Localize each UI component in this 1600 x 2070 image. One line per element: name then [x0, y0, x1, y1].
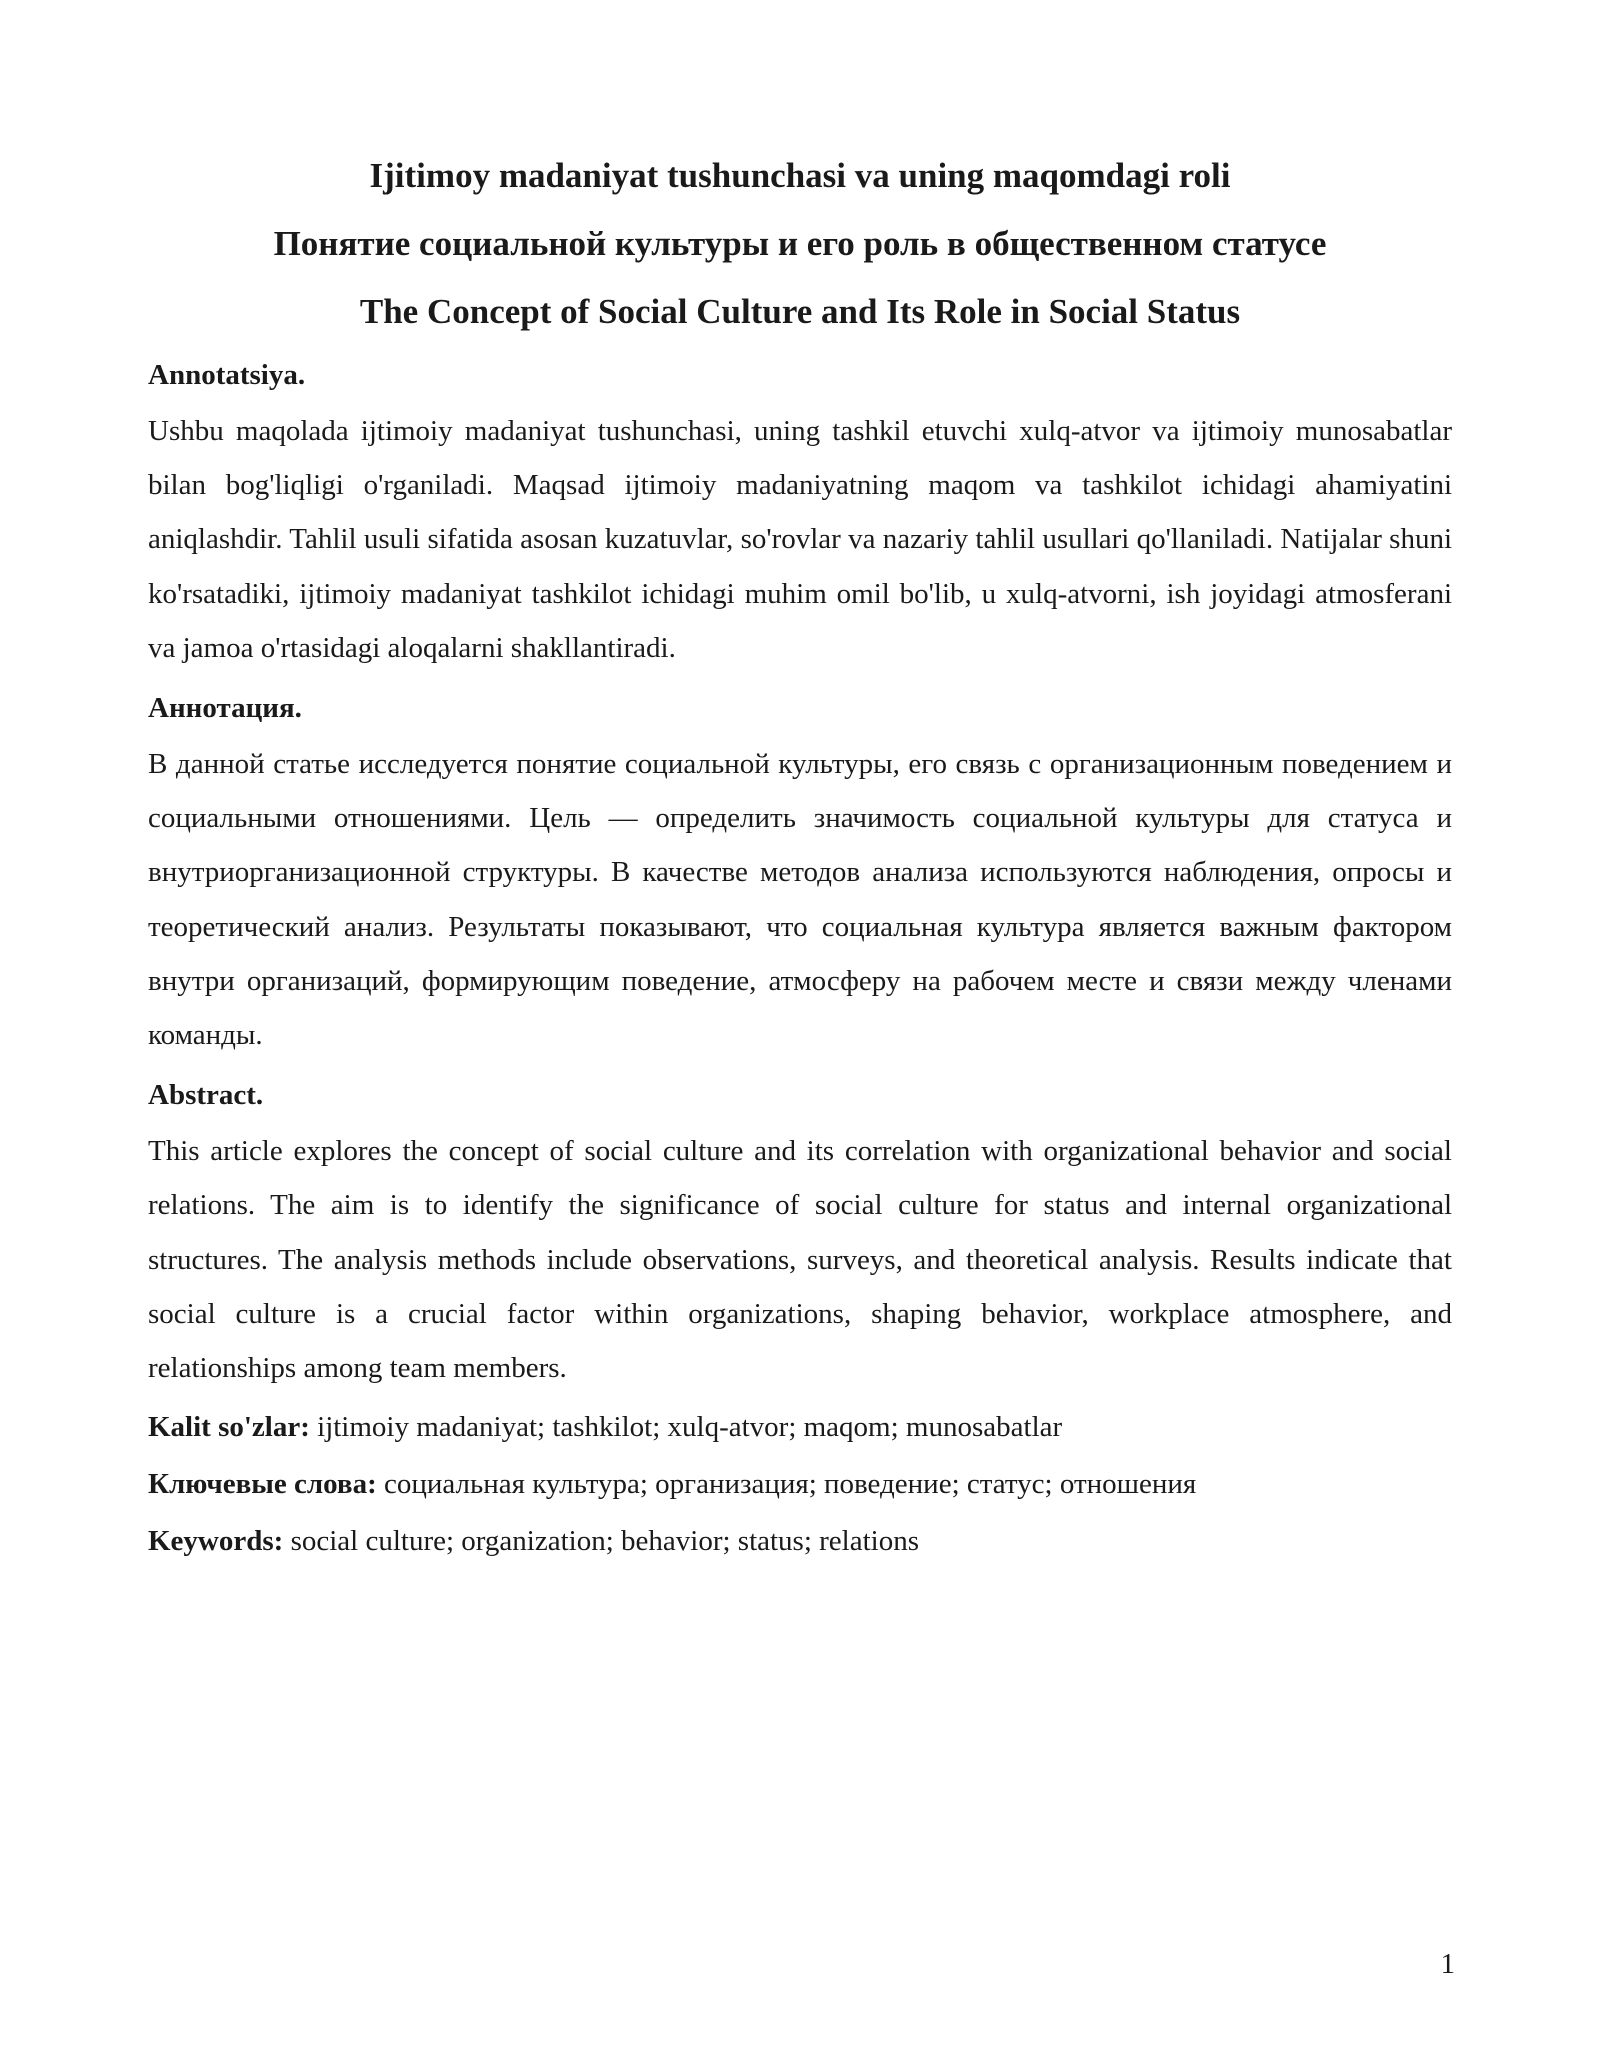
content-block — [148, 346, 1452, 1570]
keywords-ru — [148, 1456, 1452, 1513]
title-russian: Понятие социальной культуры и его роль в общественном статусе — [273, 224, 1327, 263]
abstract-en-text: This article explores the concept of social culture and its correlation with organizational behavior and social relations. The aim is to identify the significance of social culture for status and internal organizational structures. The analysis methods include observations, surveys, and theoretical analysis. Results indicate that social culture is a crucial factor within organizations, shaping behavior, workplace atmosphere, and relationships among team members. — [148, 1135, 1452, 1385]
abstract-en-heading: Abstract. — [148, 1079, 264, 1112]
annotation-uz-heading: Annotatsiya. — [148, 359, 306, 391]
keywords-uz-label: Kalit so'zlar: — [148, 1411, 310, 1444]
keywords-en-label: Keywords: — [148, 1525, 284, 1558]
title-english: The Concept of Social Culture and Its Role in Social Status — [359, 292, 1241, 331]
keywords-uz-text: ijtimoiy madaniyat; tashkilot; xulq-atvor; maqom; munosabatlar — [309, 1411, 1063, 1444]
title-block — [148, 142, 1452, 346]
title-uzbek: Ijitimoy madaniyat tushunchasi va uning maqomdagi roli — [369, 156, 1231, 195]
page-number: 1 — [1440, 1948, 1455, 1980]
annotation-ru-text: В данной статье исследуется понятие социальной культуры, его связь с организационным поведением и социальными отношениями. Цель — определить значимость социальной культуры для статуса и внутриорганизационной структуры. В качестве методов анализа используются наблюдения, опросы и теоретический анализ. Результаты показывают, что социальная культура является важным фактором внутри организаций, формирующим поведение, атмосферу на рабочем месте и связи между членами команды. — [148, 748, 1452, 1052]
annotation-ru-heading: Аннотация. — [148, 692, 302, 725]
keywords-en-text: social culture; organization; behavior; status; relations — [283, 1525, 920, 1558]
keywords-uz — [148, 1399, 1452, 1456]
keywords-ru-label: Ключевые слова: — [148, 1468, 377, 1501]
annotation-uz-text: Ushbu maqolada ijtimoiy madaniyat tushunchasi, uning tashkil etuvchi xulq-atvor va ijtimoiy munosabatlar bilan bog'liqligi o'rganiladi. Maqsad ijtimoiy madaniyatning maqom va tashkilot ichidagi ahamiyatini aniqlashdir. Tahlil usuli sifatida asosan kuzatuvlar, so'rovlar va nazariy tahlil usullari qo'llaniladi. Natijalar shuni ko'rsatadiki, ijtimoiy madaniyat tashkilot ichidagi muhim omil bo'lib, u xulq-atvorni, ish joyidagi atmosferani va jamoa o'rtasidagi aloqalarni shakllantiradi. — [148, 415, 1452, 664]
keywords-ru-text: социальная культура; организация; поведение; статус; отношения — [376, 1468, 1197, 1501]
keywords-en — [148, 1513, 1452, 1570]
